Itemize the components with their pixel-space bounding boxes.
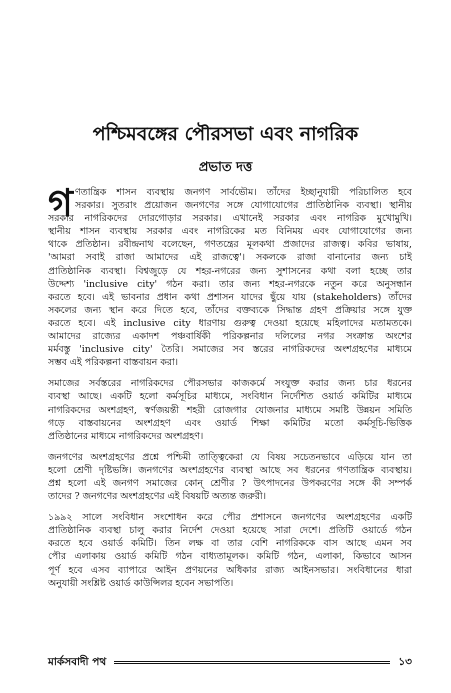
paragraph-gap [48,503,412,511]
paragraph-line: সম্ভব এই পরিকল্পনা বাস্তবায়ন করা। [48,357,179,369]
article-title: পশ্চিমবঙ্গের পৌরসভা এবং নাগরিক [92,123,359,145]
paragraph-gap [48,443,412,451]
paragraph-line: তাদের ? জনগণের অংশগ্রহণের এই বিষয়টি অত্যন্ত জরুরী। [48,491,266,503]
paragraph-line: সকলের জন্য স্থান করে দিতে হবে, তাঁদের বক্তব্যকে সিদ্ধান্ত গ্রহণ প্রক্রিয়ার সঙ্গে যুক্ত [48,304,412,316]
paragraph-line: পূর্ণ হবে এসব ব্যাপারে আইন প্রণয়নের অধিকার রাজ্য আইনসভার। সংবিধানের ধারা [48,564,412,576]
paragraph-line: ব্যবস্থা আছে। একটি হলো কর্মসূচির মাধ্যমে, সংবিধান নির্দেশিত ওয়ার্ড কমিটির মাধ্যমে [48,391,412,403]
paragraph-line: প্রশ্ন হলো এই জনগণ সমাজের কোন্ শ্রেণীর ? উৎপাদনের উপকরণের সঙ্গে কী সম্পর্ক [48,477,412,489]
paragraph [48,377,412,442]
paragraph-line: প্রাতিষ্ঠানিক ব্যবস্থা চালু করার নির্দেশ দেওয়া হয়েছে সারা দেশে। প্রতিটি ওয়ার্ডে গঠন [48,525,412,537]
article-author: প্রভাত দত্ত [198,160,253,175]
paragraph-gap [48,369,412,377]
paragraph-line: সরকার। সুতরাং প্রয়োজন জনগণের সঙ্গে যোগাযোগের প্রাতিষ্ঠানিক ব্যবস্থা। স্থানীয় [75,200,412,212]
paragraph-line: মর্মবস্তু 'inclusive city' তৈরি। সমাজের সব স্তরের নাগরিকদের অংশগ্রহণের মাধ্যমে [48,344,412,356]
paragraph-line: 'আমরা সবাই রাজা আমাদের এই রাজত্বে'। সকলকে রাজা বানানোর জন্য চাই [48,252,412,264]
paragraph-line: করতে হবে। এই inclusive city ধারণায় গুরুত্ব দেওয়া হয়েছে মহিলাদের মতামতকে। [48,317,412,329]
paragraph-line: গড়ে বাস্তবায়নের অংশগ্রহণ এবং ওয়ার্ড শিক্ষা কমিটির মতো কর্মসূচি-ভিত্তিক [48,417,412,429]
footer-rule [114,661,390,665]
page-number: ১৩ [398,655,412,668]
paragraph [48,186,412,369]
journal-name: মার্কসবাদী পথ [48,655,107,668]
paragraph-line: প্রতিষ্ঠানের মাধ্যমে নাগরিকদের অংশগ্রহণ। [48,430,204,442]
paragraph-line: ১৯৯২ সালে সংবিধান সংশোধন করে পৌর প্রশাসনে জনগণের অংশগ্রহণের একটি [48,512,412,524]
paragraph-line: নাগরিকদের অংশগ্রহণ, স্বর্ণজয়ন্তী শহরী রোজগার যোজনার মাধ্যমে সমষ্টি উন্নয়ন সমিতি [48,404,412,416]
paragraph-line: প্রাতিষ্ঠানিক ব্যবস্থা। বিশ্বজুড়ে যে শহর-নগরের জন্য সুশাসনের কথা বলা হচ্ছে তার [48,265,412,277]
drop-cap: গ [48,181,73,225]
paragraph-line: অনুযায়ী সংশ্লিষ্ট ওয়ার্ড কাউন্সিলর হবেন সভাপতি। [48,577,234,589]
paragraph-line: আমাদের রাজ্যের একাদশ পঞ্চবার্ষিকী পরিকল্পনার দলিলের নগর সংক্রান্ত অংশের [48,331,412,343]
paragraph-line: করতে হবে ওয়ার্ড কমিটি। তিন লক্ষ বা তার বেশি নাগরিককে বাস আছে এমন সব [48,538,412,550]
paragraph-line: উদ্দেশ্য 'inclusive city' গঠন করা। তার জন্য শহর-নগরকে নতুন করে অনুসন্ধান [48,278,412,290]
paragraph-line: ণতান্ত্রিক শাসন ব্যবস্থায় জনগণ সার্বভৌম। তাঁদের ইচ্ছানুযায়ী পরিচালিত হবে [75,187,412,198]
paragraph-line: পৌর এলাকায় ওয়ার্ড কমিটি গঠন বাধ্যতামূলক। কমিটি গঠন, এলাকা, কিভাবে আসন [48,551,412,563]
paragraph-line: জনগণের অংশগ্রহণের প্রশ্নে পশ্চিমী তাত্ত্বিকেরা যে বিষয় সচেতনভাবে এড়িয়ে যান তা [48,451,412,463]
paragraph-line: করতে হবে। এই ভাবনার প্রধান কথা প্রশাসন যাদের ছুঁয়ে যায় (stakeholders) তাঁদের [48,291,412,303]
paragraph-line: সমাজের সর্বস্তরের নাগরিকদের পৌরসভার কাজকর্মে সংযুক্ত করার জন্য চার ধরনের [48,378,412,390]
paragraph [48,451,412,503]
paragraph-line: সরকার নাগরিকদের দোরগোড়ার সরকার। এখানেই সরকার এবং নাগরিক মুখোমুখি। [48,213,412,225]
paragraph-line: হলো শ্রেণী দৃষ্টিভঙ্গি। জনগণের অংশগ্রহণের ব্যবস্থা আছে সব ধরনের গণতান্ত্রিক ব্যবস্থায়। [48,464,412,476]
paragraph-line: থাকে প্রতিষ্ঠান। রবীন্দ্রনাথ বলেছেন, গণতন্ত্রের মূলকথা প্রজাদের রাজত্ব। কবির ভাষায়, [48,239,412,251]
paragraph-line: স্থানীয় শাসন ব্যবস্থায় সরকার এবং নাগরিকের মত বিনিময় এবং যোগাযোগের জন্য [48,226,412,238]
paragraph [48,511,412,590]
page-footer [48,655,412,671]
article-body [48,181,412,590]
